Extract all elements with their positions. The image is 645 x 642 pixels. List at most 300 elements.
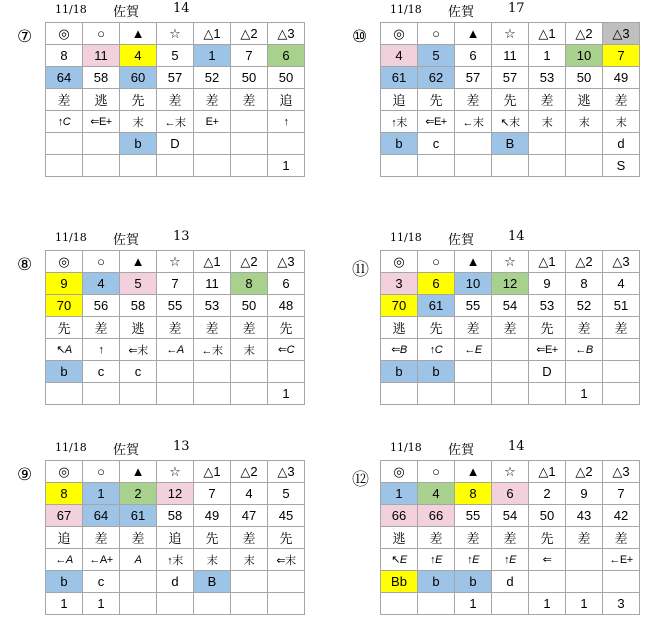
- table-cell: ←A+: [83, 549, 120, 571]
- race-runner-count: 14: [173, 1, 190, 16]
- table-row: [381, 89, 640, 111]
- mark-header-cell: △3: [603, 251, 640, 273]
- table-cell: 差: [529, 89, 566, 111]
- table-cell: [46, 155, 83, 177]
- table-cell: ⇐末: [268, 549, 305, 571]
- mark-header-cell: △3: [603, 461, 640, 483]
- table-cell: [492, 155, 529, 177]
- table-row: [46, 251, 305, 273]
- table-cell: [566, 155, 603, 177]
- mark-header-cell: △2: [566, 251, 603, 273]
- table-cell: [603, 571, 640, 593]
- table-cell: 4: [120, 45, 157, 67]
- table-cell: 8: [455, 483, 492, 505]
- table-row: [381, 461, 640, 483]
- table-cell: 差: [603, 317, 640, 339]
- mark-header-cell: ▲: [120, 23, 157, 45]
- mark-header-cell: △2: [231, 251, 268, 273]
- table-cell: ↑E: [455, 549, 492, 571]
- table-cell: 4: [83, 273, 120, 295]
- table-cell: 57: [455, 67, 492, 89]
- table-cell: 差: [231, 317, 268, 339]
- race-number: ⑩: [352, 27, 368, 47]
- table-cell: [157, 361, 194, 383]
- table-cell: 49: [603, 67, 640, 89]
- table-cell: 61: [418, 295, 455, 317]
- table-cell: 差: [120, 527, 157, 549]
- table-row: [381, 483, 640, 505]
- table-cell: [157, 593, 194, 615]
- table-cell: 52: [194, 67, 231, 89]
- table-cell: 11: [194, 273, 231, 295]
- mark-header-cell: ◎: [381, 251, 418, 273]
- table-cell: 差: [455, 527, 492, 549]
- table-cell: ↑: [268, 111, 305, 133]
- table-cell: 差: [194, 89, 231, 111]
- table-cell: 1: [566, 383, 603, 405]
- table-cell: 45: [268, 505, 305, 527]
- table-cell: 6: [492, 483, 529, 505]
- table-cell: 42: [603, 505, 640, 527]
- mark-header-cell: ☆: [157, 461, 194, 483]
- table-cell: [194, 383, 231, 405]
- table-row: [381, 273, 640, 295]
- table-cell: [529, 155, 566, 177]
- table-cell: S: [603, 155, 640, 177]
- table-cell: [455, 133, 492, 155]
- table-cell: 差: [157, 317, 194, 339]
- mark-header-cell: ○: [83, 23, 120, 45]
- table-row: [381, 45, 640, 67]
- race-number: ⑧: [17, 255, 33, 275]
- table-cell: [268, 361, 305, 383]
- table-cell: 64: [46, 67, 83, 89]
- table-row: [46, 593, 305, 615]
- table-cell: 58: [83, 67, 120, 89]
- table-cell: [492, 361, 529, 383]
- table-cell: 9: [566, 483, 603, 505]
- table-cell: c: [83, 571, 120, 593]
- table-cell: ↖A: [46, 339, 83, 361]
- table-row: [46, 133, 305, 155]
- mark-header-cell: ▲: [455, 23, 492, 45]
- table-cell: 5: [268, 483, 305, 505]
- prediction-table: [380, 460, 640, 615]
- table-cell: [492, 339, 529, 361]
- table-cell: 追: [381, 89, 418, 111]
- race-venue: 佐賀: [448, 233, 475, 248]
- table-cell: 5: [418, 45, 455, 67]
- table-row: [381, 339, 640, 361]
- table-cell: [381, 593, 418, 615]
- table-cell: [231, 383, 268, 405]
- table-cell: [120, 593, 157, 615]
- table-row: [381, 383, 640, 405]
- table-cell: 11: [492, 45, 529, 67]
- table-cell: 差: [231, 527, 268, 549]
- table-cell: D: [157, 133, 194, 155]
- table-cell: 47: [231, 505, 268, 527]
- table-cell: 55: [157, 295, 194, 317]
- table-cell: 差: [492, 317, 529, 339]
- table-cell: 66: [381, 505, 418, 527]
- table-row: [46, 483, 305, 505]
- table-cell: [231, 133, 268, 155]
- table-row: [46, 549, 305, 571]
- table-row: [46, 571, 305, 593]
- race-header: [380, 228, 645, 250]
- mark-header-cell: △2: [231, 23, 268, 45]
- table-cell: [231, 361, 268, 383]
- table-cell: [231, 571, 268, 593]
- table-cell: 差: [157, 89, 194, 111]
- table-cell: [529, 571, 566, 593]
- table-cell: 末: [194, 549, 231, 571]
- table-cell: 差: [566, 317, 603, 339]
- table-cell: 4: [231, 483, 268, 505]
- table-cell: 4: [418, 483, 455, 505]
- table-cell: 50: [231, 295, 268, 317]
- table-cell: 6: [268, 45, 305, 67]
- table-cell: ⇐: [529, 549, 566, 571]
- mark-header-cell: ▲: [120, 461, 157, 483]
- table-cell: ↖E: [381, 549, 418, 571]
- race-number: ⑪: [352, 260, 369, 280]
- mark-header-cell: △1: [194, 23, 231, 45]
- table-cell: 56: [83, 295, 120, 317]
- table-cell: 逃: [381, 527, 418, 549]
- mark-header-cell: ◎: [46, 23, 83, 45]
- table-cell: [492, 593, 529, 615]
- table-cell: B: [492, 133, 529, 155]
- race-number: ⑫: [352, 470, 369, 490]
- mark-header-cell: △3: [268, 461, 305, 483]
- table-cell: 1: [529, 593, 566, 615]
- race-date: 11/18: [55, 231, 87, 244]
- table-cell: 差: [603, 527, 640, 549]
- table-cell: 差: [83, 527, 120, 549]
- table-cell: 先: [492, 89, 529, 111]
- table-cell: 差: [231, 89, 268, 111]
- prediction-table: [45, 250, 305, 405]
- table-cell: 1: [83, 593, 120, 615]
- table-cell: ⇐C: [268, 339, 305, 361]
- table-cell: 末: [231, 339, 268, 361]
- table-cell: 1: [529, 45, 566, 67]
- table-cell: 54: [492, 295, 529, 317]
- table-cell: ←E: [455, 339, 492, 361]
- table-cell: 50: [566, 67, 603, 89]
- table-row: [46, 89, 305, 111]
- table-cell: 追: [157, 527, 194, 549]
- table-cell: ⇐E+: [418, 111, 455, 133]
- table-cell: [157, 155, 194, 177]
- table-cell: 7: [231, 45, 268, 67]
- table-cell: 54: [492, 505, 529, 527]
- table-cell: [455, 383, 492, 405]
- table-cell: 10: [455, 273, 492, 295]
- mark-header-cell: ◎: [46, 251, 83, 273]
- table-cell: [231, 593, 268, 615]
- race-date: 11/18: [55, 441, 87, 454]
- table-cell: ←E+: [603, 549, 640, 571]
- table-cell: 先: [418, 89, 455, 111]
- table-cell: 50: [529, 505, 566, 527]
- race-header: [45, 438, 325, 460]
- table-cell: 末: [231, 549, 268, 571]
- table-cell: ↑E: [492, 549, 529, 571]
- table-cell: [418, 383, 455, 405]
- table-cell: 差: [566, 527, 603, 549]
- table-cell: [194, 155, 231, 177]
- table-cell: 53: [529, 67, 566, 89]
- table-cell: [529, 133, 566, 155]
- mark-header-cell: △1: [529, 23, 566, 45]
- table-cell: c: [83, 361, 120, 383]
- table-cell: 67: [46, 505, 83, 527]
- table-cell: 8: [46, 45, 83, 67]
- table-cell: 末: [566, 111, 603, 133]
- table-cell: [231, 111, 268, 133]
- table-cell: 差: [603, 89, 640, 111]
- table-cell: [603, 383, 640, 405]
- table-row: [46, 361, 305, 383]
- race-runner-count: 13: [173, 439, 190, 454]
- table-cell: [268, 133, 305, 155]
- race-number: ⑦: [17, 27, 33, 47]
- race-number: ⑨: [17, 465, 33, 485]
- race-date: 11/18: [390, 3, 422, 16]
- table-cell: ←B: [566, 339, 603, 361]
- table-cell: 53: [194, 295, 231, 317]
- table-cell: 11: [83, 45, 120, 67]
- table-cell: ↑: [83, 339, 120, 361]
- table-cell: A: [120, 549, 157, 571]
- table-cell: 末: [529, 111, 566, 133]
- race-date: 11/18: [390, 441, 422, 454]
- table-cell: 50: [231, 67, 268, 89]
- table-cell: ↖末: [492, 111, 529, 133]
- table-cell: E+: [194, 111, 231, 133]
- mark-header-cell: ○: [83, 461, 120, 483]
- table-cell: b: [46, 571, 83, 593]
- table-cell: 6: [268, 273, 305, 295]
- mark-header-cell: △1: [194, 251, 231, 273]
- table-cell: 64: [83, 505, 120, 527]
- table-row: [46, 155, 305, 177]
- prediction-table: [380, 250, 640, 405]
- table-row: [381, 251, 640, 273]
- table-cell: 53: [529, 295, 566, 317]
- table-cell: 1: [46, 593, 83, 615]
- mark-header-cell: ◎: [381, 23, 418, 45]
- table-cell: 8: [46, 483, 83, 505]
- table-cell: 差: [455, 317, 492, 339]
- table-cell: ↑C: [46, 111, 83, 133]
- table-cell: 12: [157, 483, 194, 505]
- race-header: [380, 438, 645, 460]
- mark-header-cell: ☆: [157, 23, 194, 45]
- table-cell: ↑末: [157, 549, 194, 571]
- table-cell: 差: [455, 89, 492, 111]
- table-row: [46, 383, 305, 405]
- table-cell: 52: [566, 295, 603, 317]
- table-cell: Bb: [381, 571, 418, 593]
- table-cell: 4: [603, 273, 640, 295]
- table-row: [381, 67, 640, 89]
- table-cell: [157, 383, 194, 405]
- table-cell: ⇐E+: [529, 339, 566, 361]
- race-venue: 佐賀: [448, 443, 475, 458]
- mark-header-cell: ▲: [455, 461, 492, 483]
- table-cell: 先: [120, 89, 157, 111]
- table-cell: 7: [603, 45, 640, 67]
- table-cell: 末: [120, 111, 157, 133]
- table-cell: [566, 361, 603, 383]
- table-cell: c: [120, 361, 157, 383]
- table-cell: 1: [268, 155, 305, 177]
- table-cell: 逃: [566, 89, 603, 111]
- table-cell: 50: [268, 67, 305, 89]
- table-row: [46, 505, 305, 527]
- race-date: 11/18: [55, 3, 87, 16]
- mark-header-cell: ○: [418, 23, 455, 45]
- table-cell: ←A: [46, 549, 83, 571]
- table-cell: b: [120, 133, 157, 155]
- table-cell: 逃: [120, 317, 157, 339]
- mark-header-cell: △1: [194, 461, 231, 483]
- race-header: [45, 0, 325, 22]
- table-cell: 先: [418, 317, 455, 339]
- table-cell: [603, 361, 640, 383]
- table-cell: 49: [194, 505, 231, 527]
- table-cell: 58: [157, 505, 194, 527]
- table-cell: 1: [194, 45, 231, 67]
- table-row: [46, 295, 305, 317]
- table-cell: b: [418, 571, 455, 593]
- table-cell: ↑E: [418, 549, 455, 571]
- table-cell: 9: [529, 273, 566, 295]
- table-cell: [418, 593, 455, 615]
- table-cell: ←A: [157, 339, 194, 361]
- table-cell: [268, 571, 305, 593]
- race-runner-count: 17: [508, 1, 525, 16]
- table-cell: 8: [231, 273, 268, 295]
- table-cell: ←末: [194, 339, 231, 361]
- race-header: [45, 228, 325, 250]
- prediction-table: [380, 22, 640, 177]
- table-cell: 6: [455, 45, 492, 67]
- table-cell: [83, 383, 120, 405]
- mark-header-cell: ○: [83, 251, 120, 273]
- table-cell: D: [529, 361, 566, 383]
- table-cell: 5: [120, 273, 157, 295]
- table-cell: 6: [418, 273, 455, 295]
- table-cell: 差: [492, 527, 529, 549]
- table-cell: [194, 133, 231, 155]
- table-cell: b: [455, 571, 492, 593]
- table-cell: 5: [157, 45, 194, 67]
- table-cell: 先: [268, 317, 305, 339]
- table-row: [46, 67, 305, 89]
- table-cell: 66: [418, 505, 455, 527]
- mark-header-cell: △2: [566, 23, 603, 45]
- mark-header-cell: △3: [603, 23, 640, 45]
- table-cell: ⇐末: [120, 339, 157, 361]
- table-row: [381, 295, 640, 317]
- table-cell: d: [603, 133, 640, 155]
- mark-header-cell: ○: [418, 461, 455, 483]
- mark-header-cell: △1: [529, 251, 566, 273]
- table-row: [381, 133, 640, 155]
- table-cell: 先: [46, 317, 83, 339]
- table-cell: [529, 383, 566, 405]
- race-runner-count: 13: [173, 229, 190, 244]
- table-cell: 差: [46, 89, 83, 111]
- mark-header-cell: △1: [529, 461, 566, 483]
- table-cell: [46, 383, 83, 405]
- table-cell: 追: [46, 527, 83, 549]
- table-cell: 70: [381, 295, 418, 317]
- table-cell: [566, 549, 603, 571]
- table-cell: 70: [46, 295, 83, 317]
- table-cell: [120, 383, 157, 405]
- table-cell: [194, 593, 231, 615]
- race-header: [380, 0, 645, 22]
- table-cell: [120, 571, 157, 593]
- table-cell: [268, 593, 305, 615]
- table-cell: [603, 339, 640, 361]
- table-cell: [455, 361, 492, 383]
- table-cell: [418, 155, 455, 177]
- table-cell: ↑末: [381, 111, 418, 133]
- table-cell: 55: [455, 505, 492, 527]
- table-cell: 51: [603, 295, 640, 317]
- table-cell: [566, 571, 603, 593]
- table-row: [381, 317, 640, 339]
- table-cell: 61: [120, 505, 157, 527]
- table-row: [46, 273, 305, 295]
- table-cell: 60: [120, 67, 157, 89]
- race-venue: 佐賀: [113, 233, 140, 248]
- table-cell: b: [418, 361, 455, 383]
- table-cell: 9: [46, 273, 83, 295]
- race-runner-count: 14: [508, 229, 525, 244]
- table-cell: [381, 383, 418, 405]
- table-cell: [83, 155, 120, 177]
- table-cell: 7: [603, 483, 640, 505]
- mark-header-cell: △2: [566, 461, 603, 483]
- table-cell: 逃: [83, 89, 120, 111]
- table-cell: b: [381, 361, 418, 383]
- table-cell: 62: [418, 67, 455, 89]
- table-cell: 差: [194, 317, 231, 339]
- mark-header-cell: △3: [268, 251, 305, 273]
- table-cell: 10: [566, 45, 603, 67]
- table-cell: 7: [194, 483, 231, 505]
- mark-header-cell: ☆: [492, 251, 529, 273]
- mark-header-cell: △2: [231, 461, 268, 483]
- table-row: [46, 527, 305, 549]
- race-date: 11/18: [390, 231, 422, 244]
- table-cell: [455, 155, 492, 177]
- table-cell: 差: [83, 317, 120, 339]
- prediction-table: [45, 22, 305, 177]
- table-cell: 1: [268, 383, 305, 405]
- table-cell: 61: [381, 67, 418, 89]
- table-cell: 3: [603, 593, 640, 615]
- table-cell: 58: [120, 295, 157, 317]
